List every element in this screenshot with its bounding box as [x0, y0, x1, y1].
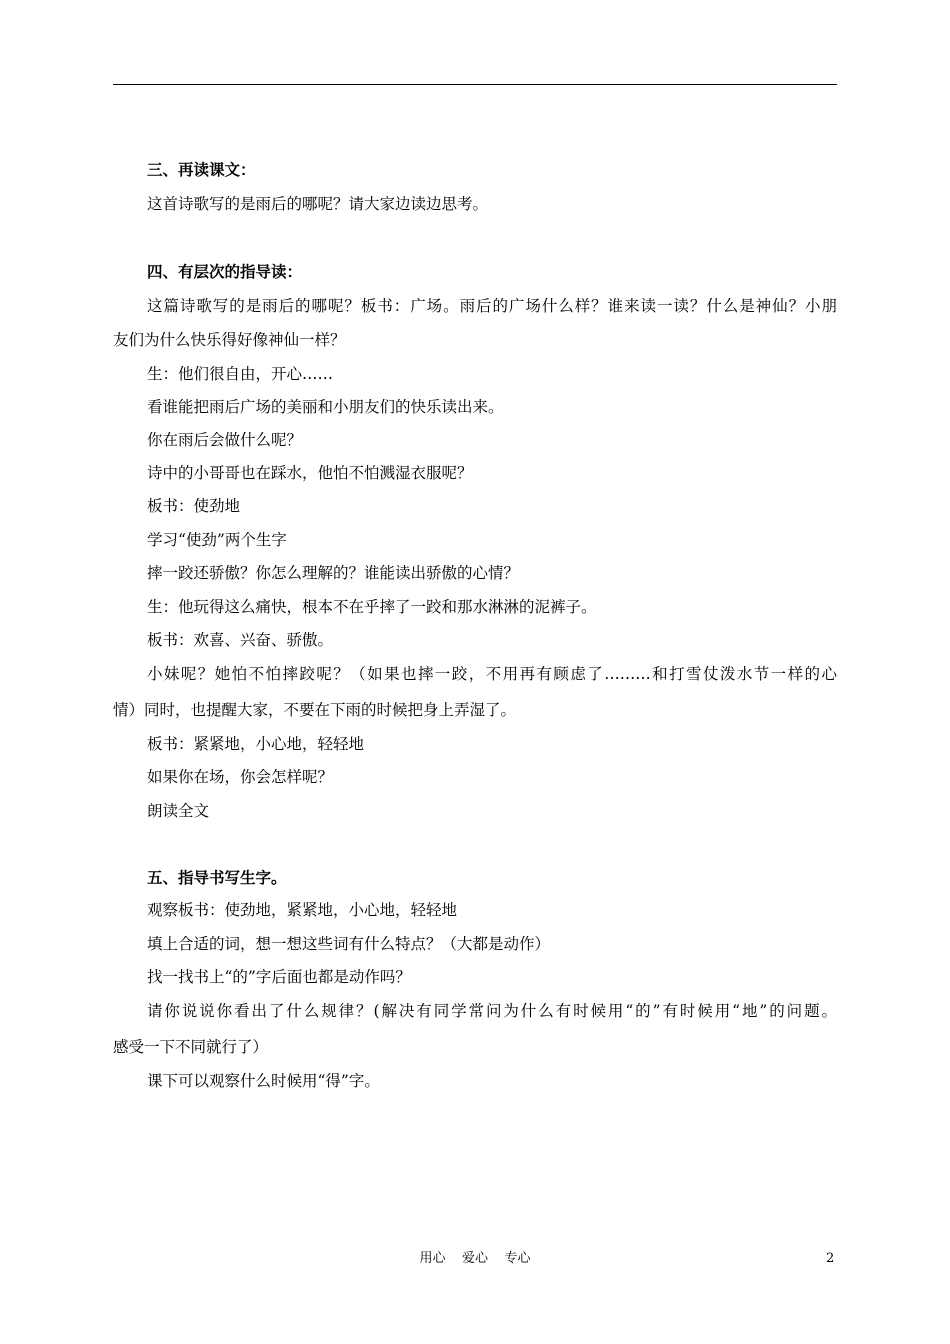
- paragraph-line: 友们为什么快乐得好像神仙一样？: [113, 331, 346, 349]
- paragraph-line: 学习“使劲”两个生字: [147, 531, 287, 549]
- paragraph-line: 这首诗歌写的是雨后的哪呢？请大家边读边思考。: [147, 195, 489, 213]
- paragraph-line: 板书：紧紧地，小心地，轻轻地: [147, 735, 365, 753]
- paragraph-line: 板书：使劲地: [147, 497, 241, 515]
- paragraph-line: 朗读全文: [147, 802, 210, 820]
- paragraph-line: 你在雨后会做什么呢？: [147, 431, 303, 449]
- paragraph-line: 请你说说你看出了什么规律？(解决有同学常问为什么有时候用“的”有时候用“地”的问题。: [147, 1002, 837, 1020]
- paragraph-line: 感受一下不同就行了）: [113, 1038, 269, 1056]
- paragraph-line: 这篇诗歌写的是雨后的哪呢？板书：广场。雨后的广场什么样？谁来读一读？什么是神仙？小朋: [147, 297, 837, 315]
- section-heading-3: 三、再读课文：: [147, 160, 256, 179]
- paragraph-line: 情）同时，也提醒大家，不要在下雨的时候把身上弄湿了。: [113, 701, 517, 719]
- paragraph-line: 找一找书上“的”字后面也都是动作吗？: [147, 968, 411, 986]
- paragraph-line: 观察板书：使劲地，紧紧地，小心地，轻轻地: [147, 901, 458, 919]
- paragraph-line: 课下可以观察什么时候用“得”字。: [147, 1072, 380, 1090]
- paragraph-line: 摔一跤还骄傲？你怎么理解的？谁能读出骄傲的心情？: [147, 564, 520, 582]
- header-rule: [113, 84, 837, 85]
- paragraph-line: 生：他玩得这么痛快，根本不在乎摔了一跤和那水淋淋的泥裤子。: [147, 598, 597, 616]
- section-heading-5: 五、指导书写生字。: [147, 868, 287, 887]
- paragraph-line: 生：他们很自由，开心……: [147, 365, 334, 383]
- paragraph-line: 小妹呢？她怕不怕摔跤呢？（如果也摔一跤，不用再有顾虑了………和打雪仗泼水节一样的心: [147, 665, 837, 683]
- section-heading-4: 四、有层次的指导读：: [147, 262, 303, 281]
- paragraph-line: 如果你在场，你会怎样呢？: [147, 768, 334, 786]
- page-number: 2: [826, 1251, 835, 1266]
- paragraph-line: 填上合适的词，想一想这些词有什么特点？（大都是动作）: [147, 935, 551, 953]
- paragraph-line: 看谁能把雨后广场的美丽和小朋友们的快乐读出来。: [147, 398, 504, 416]
- paragraph-line: 诗中的小哥哥也在踩水，他怕不怕溅湿衣服呢？: [147, 464, 473, 482]
- footer-motto: 用心 爱心 专心: [419, 1251, 531, 1266]
- paragraph-line: 板书：欢喜、兴奋、骄傲。: [147, 631, 334, 649]
